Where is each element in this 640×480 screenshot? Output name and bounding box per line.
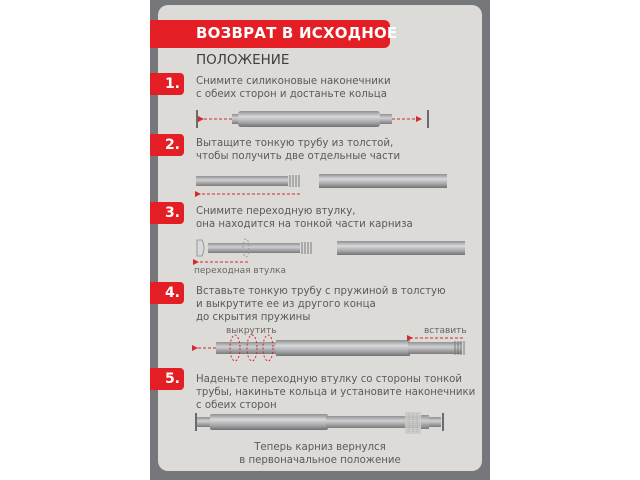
step-4-illustration (197, 335, 464, 361)
step-5-illustration (196, 412, 443, 434)
step-1-illustration (197, 110, 428, 128)
step-4-badge: 4. (150, 282, 184, 304)
step-2-badge: 2. (150, 134, 184, 156)
step-3-line-1: Снимите переходную втулку, (196, 206, 356, 217)
step-3-illustration (197, 239, 465, 262)
step-5-badge: 5. (150, 368, 184, 390)
step-4-line-2: и выкрутите ее из другого конца (196, 299, 376, 310)
page-subtitle: ПОЛОЖЕНИЕ (196, 52, 290, 68)
step-5-line-2: трубы, накиньте кольца и установите наконечники (196, 387, 476, 398)
step-2-line-2: чтобы получить две отдельные части (196, 151, 401, 162)
step-1-badge: 1. (150, 73, 184, 95)
step-3-line-2: она находится на тонкой части карниза (196, 219, 413, 230)
page-title: ВОЗВРАТ В ИСХОДНОЕ (196, 24, 398, 42)
final-note-line-1: Теперь карниз вернулся (254, 442, 386, 453)
step-4-line-3: до скрытия пружины (196, 312, 311, 323)
unscrew-label: выкрутить (226, 326, 277, 336)
step-2-illustration (196, 174, 447, 194)
step-2-line-1: Вытащите тонкую трубу из толстой, (196, 138, 394, 149)
step-1-line-1: Снимите силиконовые наконечники (196, 76, 391, 87)
step-3-badge: 3. (150, 202, 184, 224)
bushing-label: переходная втулка (194, 266, 286, 276)
step-1-line-2: с обеих сторон и достаньте кольца (196, 89, 387, 100)
step-5-line-1: Наденьте переходную втулку со стороны тонкой (196, 374, 463, 385)
insert-label: вставить (424, 326, 467, 336)
step-5-line-3: с обеих сторон (196, 400, 277, 411)
step-4-line-1: Вставьте тонкую трубу с пружиной в толстую (196, 286, 446, 297)
final-note-line-2: в первоначальное положение (239, 455, 401, 466)
